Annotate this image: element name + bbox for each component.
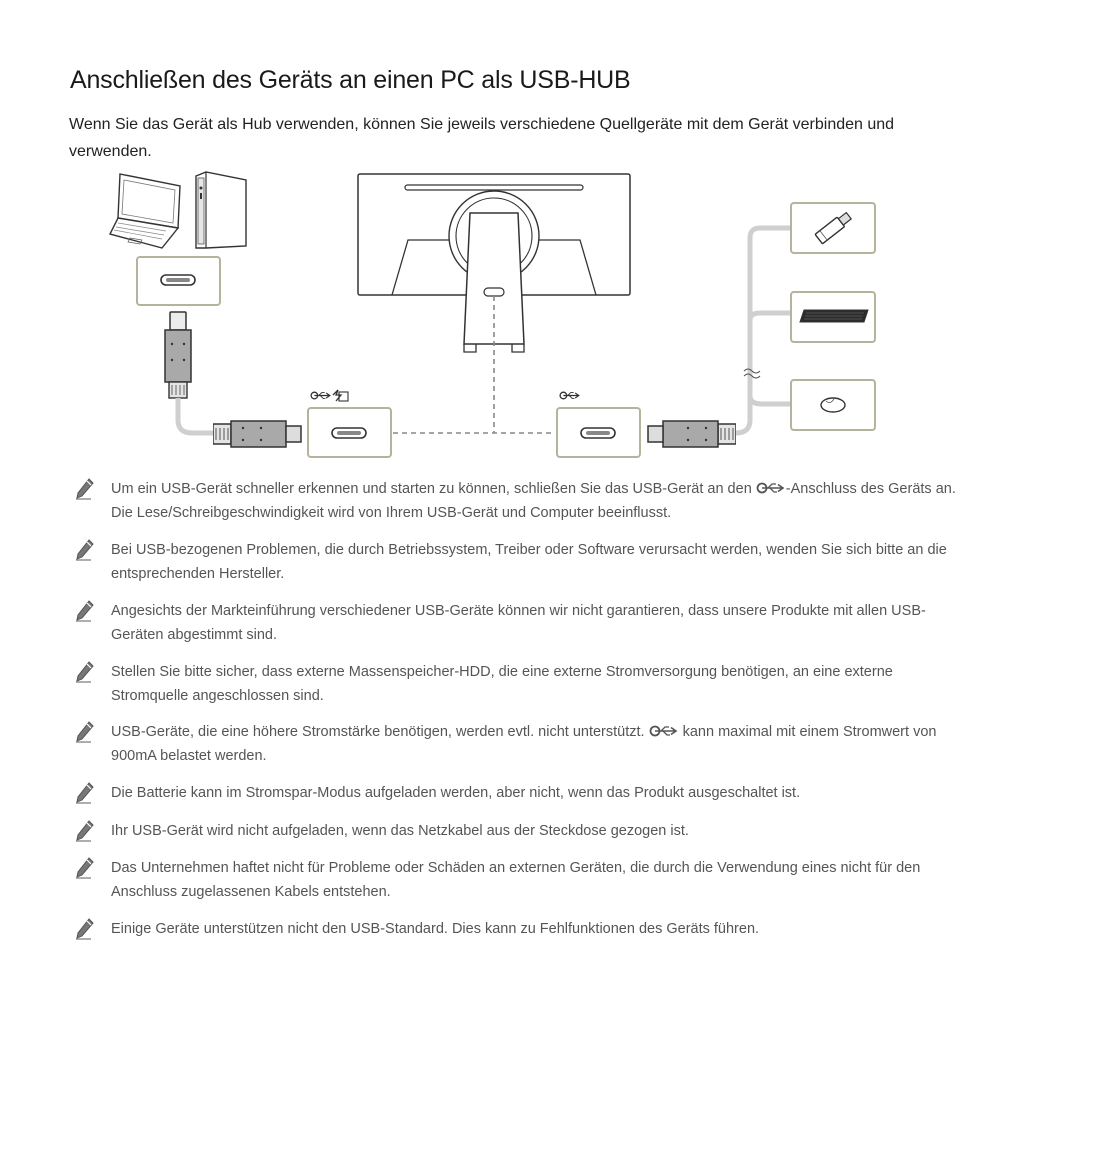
usb-hub-connection-diagram: [100, 168, 900, 468]
note-text: Die Batterie kann im Stromspar-Modus aufgeladen werden, aber nicht, wenn das Produkt ausgeschaltet ist.: [111, 785, 801, 801]
usb-symbol-icon: [649, 724, 679, 738]
pencil-note-icon: [75, 918, 95, 940]
note-item: [75, 857, 961, 904]
note-item: [75, 918, 961, 942]
note-item: [75, 782, 961, 806]
page-title: Anschließen des Geräts an einen PC als USB-HUB: [70, 66, 631, 94]
desktop-pc-icon: [196, 172, 246, 248]
note-item: [75, 820, 961, 844]
keyboard-icon: [800, 310, 868, 322]
note-item: [75, 661, 961, 708]
note-text-continued: -Anschluss des Geräts an. Die Lese/Schreibgeschwindigkeit wird von Ihrem USB-Gerät und Computer beeinflusst.: [111, 481, 956, 521]
note-text: Ihr USB-Gerät wird nicht aufgeladen, wenn das Netzkabel aus der Steckdose gezogen ist.: [111, 823, 689, 839]
note-text-continued: kann maximal mit einem Stromwert von 900mA belastet werden.: [111, 724, 937, 764]
mouse-icon: [821, 398, 845, 412]
laptop-icon: [110, 174, 180, 248]
note-text: Einige Geräte unterstützen nicht den USB-Standard. Dies kann zu Fehlfunktionen des Geräts führen.: [111, 921, 760, 937]
note-text: Um ein USB-Gerät schneller erkennen und starten zu können, schließen Sie das USB-Gerät an den: [111, 481, 756, 497]
pencil-note-icon: [75, 600, 95, 622]
pencil-note-icon: [75, 478, 95, 500]
note-text: USB-Geräte, die eine höhere Stromstärke benötigen, werden evtl. nicht unterstützt.: [111, 724, 649, 740]
note-text: Das Unternehmen haftet nicht für Probleme oder Schäden an externen Geräten, die durch die Verwendung eines nicht für den Anschluss zugelassenen Kabels entstehen.: [111, 860, 921, 900]
note-item: [75, 539, 961, 586]
note-text: Stellen Sie bitte sicher, dass externe Massenspeicher-HDD, die eine externe Stromversorgung benötigen, an eine externe Stromquelle angeschlossen sind.: [111, 664, 893, 704]
pencil-note-icon: [75, 661, 95, 683]
note-item: [75, 721, 961, 768]
pencil-note-icon: [75, 857, 95, 879]
pencil-note-icon: [75, 820, 95, 842]
intro-paragraph: Wenn Sie das Gerät als Hub verwenden, können Sie jeweils verschiedene Quellgeräte mit dem Gerät verbinden und verwenden.: [69, 116, 895, 160]
note-item: [75, 478, 961, 525]
usb-symbol-icon: [756, 481, 786, 495]
note-item: [75, 600, 961, 647]
pencil-note-icon: [75, 721, 95, 743]
pencil-note-icon: [75, 539, 95, 561]
pencil-note-icon: [75, 782, 95, 804]
note-text: Angesichts der Markteinführung verschiedener USB-Geräte können wir nicht garantieren, dass unsere Produkte mit allen USB-Geräten abgestimmt sind.: [111, 603, 926, 643]
note-text: Bei USB-bezogenen Problemen, die durch Betriebssystem, Treiber oder Software verursacht werden, wenden Sie sich bitte an die entsprechenden Hersteller.: [111, 542, 947, 582]
